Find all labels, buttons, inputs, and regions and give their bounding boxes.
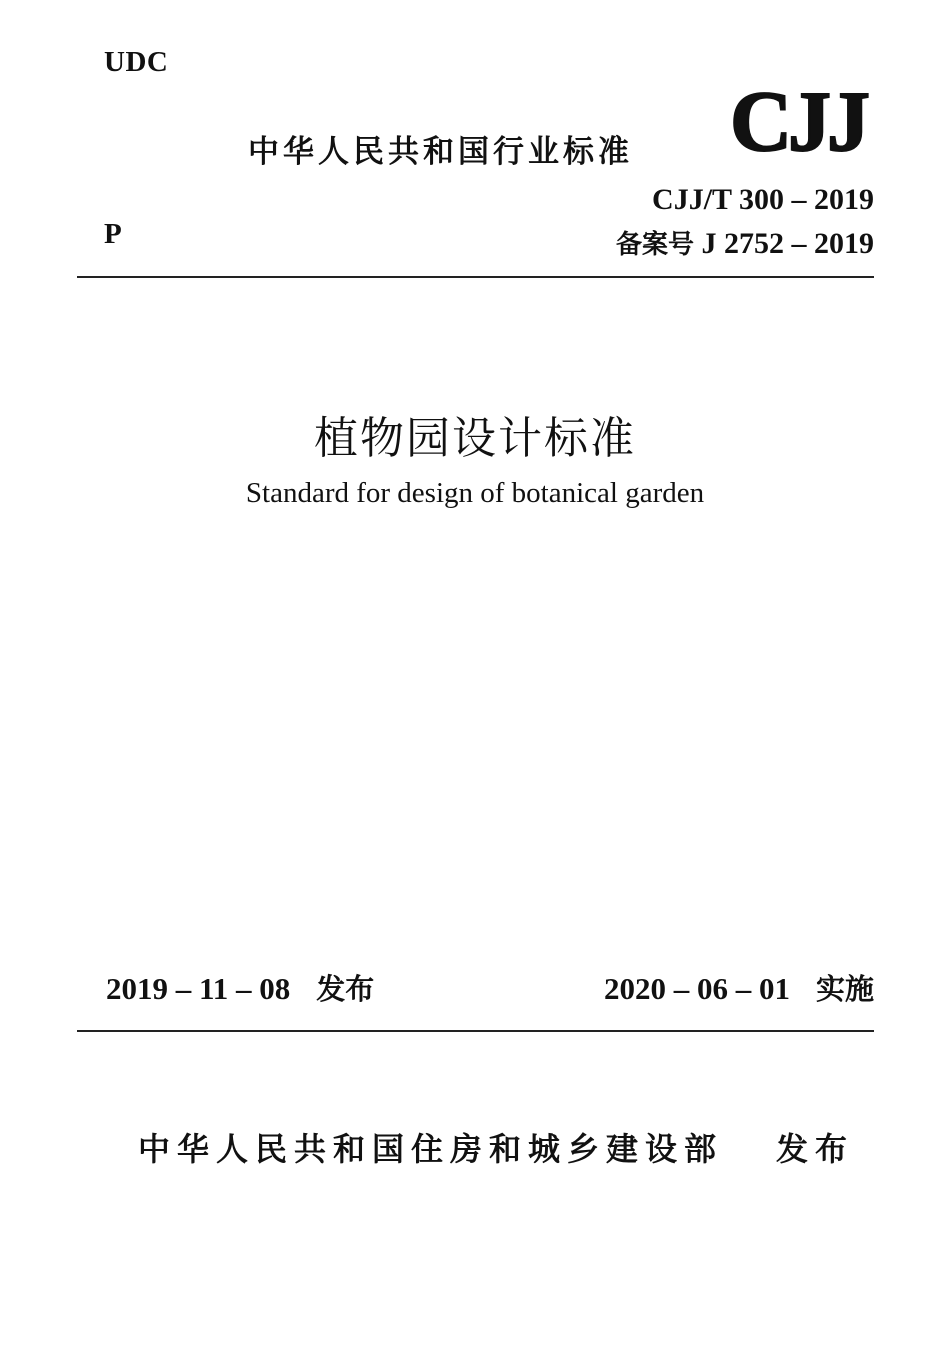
title-english: Standard for design of botanical garden xyxy=(245,477,705,509)
issue-label: 发布 xyxy=(316,972,375,1006)
title-chinese: 植物园设计标准 xyxy=(314,413,636,464)
implement-date-line xyxy=(604,967,874,1008)
record-label: 备案号 xyxy=(615,230,694,260)
implement-label: 实施 xyxy=(815,972,874,1006)
bottom-divider xyxy=(77,1030,874,1032)
udc-label: UDC xyxy=(104,46,169,78)
industry-standard-heading: 中华人民共和国行业标准 xyxy=(248,134,633,170)
cjj-logo-text: CJJ xyxy=(729,82,867,158)
top-divider xyxy=(77,276,874,278)
classification-code: P xyxy=(104,218,122,250)
issue-date: 2019 – 11 – 08 xyxy=(106,971,291,1006)
standard-number: CJJ/T 300 – 2019 xyxy=(652,183,874,216)
record-number: J 2752 – 2019 xyxy=(701,227,874,260)
record-number-line xyxy=(616,224,874,261)
publisher-name: 中华人民共和国住房和城乡建设部 xyxy=(138,1130,724,1168)
issue-date-line xyxy=(106,967,374,1008)
publish-label: 发布 xyxy=(776,1130,855,1168)
cjj-logo xyxy=(722,82,874,158)
implement-date: 2020 – 06 – 01 xyxy=(603,971,790,1006)
